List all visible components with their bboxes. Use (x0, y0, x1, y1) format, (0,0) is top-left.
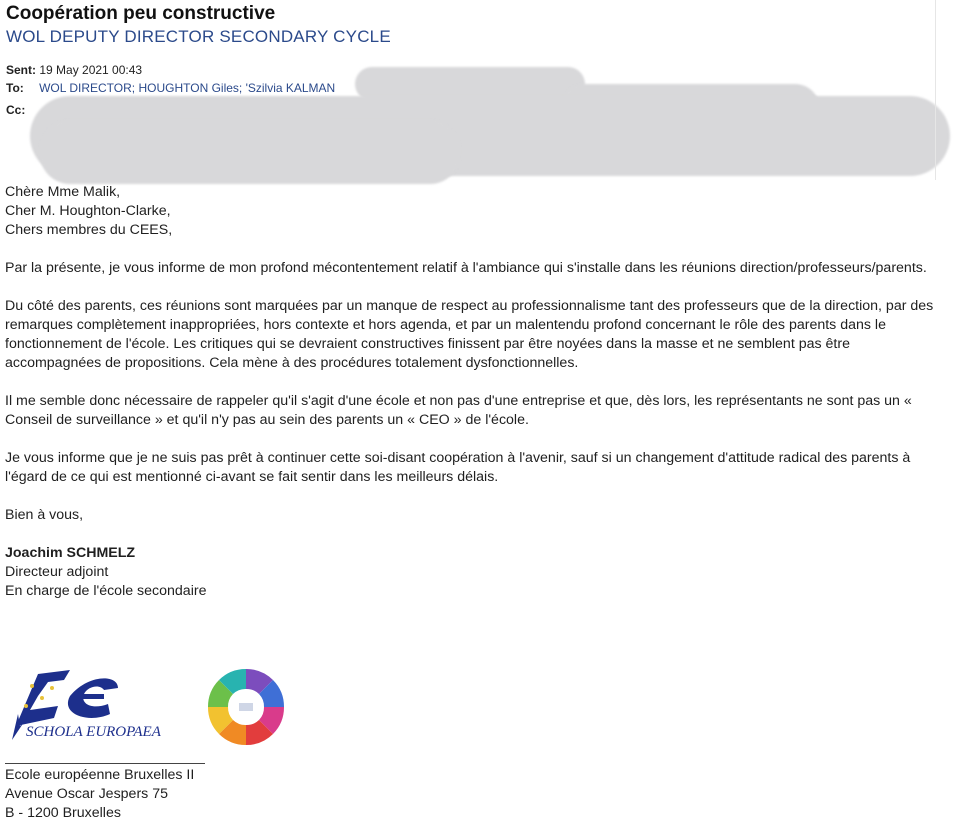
redaction-blur (40, 120, 460, 184)
greeting-line: Chère Mme Malik, (5, 184, 121, 200)
signature-name: Joachim SCHMELZ (5, 545, 136, 561)
email-body (5, 183, 950, 601)
address-line: Avenue Oscar Jespers 75 (5, 786, 168, 802)
signature-title: Directeur adjoint (5, 564, 109, 580)
signature-divider (5, 763, 205, 764)
closing: Bien à vous, (5, 507, 84, 523)
body-paragraph: Il me semble donc nécessaire de rappeler qu'il s'agit d'une école et non pas d'une entreprise et que, dès lors, les représentants ne sont pas un « Conseil de surveillance » et qu'il n'y pas au sein des parents un « CEO » de l'école. (5, 393, 912, 428)
to-label: To: (6, 81, 24, 95)
logo-text: SCHOLA EUROPAEA (26, 724, 161, 740)
email-sender: WOL DEPUTY DIRECTOR SECONDARY CYCLE (6, 27, 391, 46)
greeting-line: Cher M. Houghton-Clarke, (5, 203, 171, 219)
cc-row (6, 103, 25, 117)
body-paragraph: Je vous informe que je ne suis pas prêt à continuer cette soi-disant coopération à l'avenir, sauf si un changement d'attitude radical des parents à l'égard de ce qui est mentionné ci-avant se fait sentir dans les meilleurs délais. (5, 450, 911, 485)
greeting (5, 183, 950, 240)
cc-label: Cc: (6, 103, 26, 117)
greeting-line: Chers membres du CEES, (5, 222, 173, 238)
email-subject: Coopération peu constructive (6, 3, 276, 24)
address-line: B - 1200 Bruxelles (5, 805, 121, 821)
to-recipients[interactable]: WOL DIRECTOR; HOUGHTON Giles; 'Szilvia KALMAN (39, 81, 336, 95)
sent-value: 19 May 2021 00:43 (39, 63, 143, 77)
body-paragraph: Par la présente, je vous informe de mon profond mécontentement relatif à l'ambiance qui s'installe dans les réunions direction/professeurs/parents. (5, 260, 927, 276)
sent-row (6, 63, 142, 77)
schola-europaea-logo (8, 666, 186, 746)
signature-role: En charge de l'école secondaire (5, 583, 207, 599)
colorful-circle-logo (206, 667, 286, 747)
sent-label: Sent: (6, 63, 36, 77)
divider (935, 0, 936, 180)
school-address (5, 766, 194, 823)
to-row (6, 81, 335, 95)
address-line: Ecole européenne Bruxelles II (5, 767, 195, 783)
body-paragraph: Du côté des parents, ces réunions sont marquées par un manque de respect au professionnalisme tant des professeurs que de la direction, par des remarques complètement inappropriées, hors contexte et hors agenda, et par un malentendu profond concernant le rôle des parents dans le fonctionnement de l'école. Les critiques qui se devraient constructives finissent par être noyées dans la masse et ne semblent pas être accompagnées de propositions. Cela mène à des procédures totalement dysfonctionnelles. (5, 298, 934, 371)
